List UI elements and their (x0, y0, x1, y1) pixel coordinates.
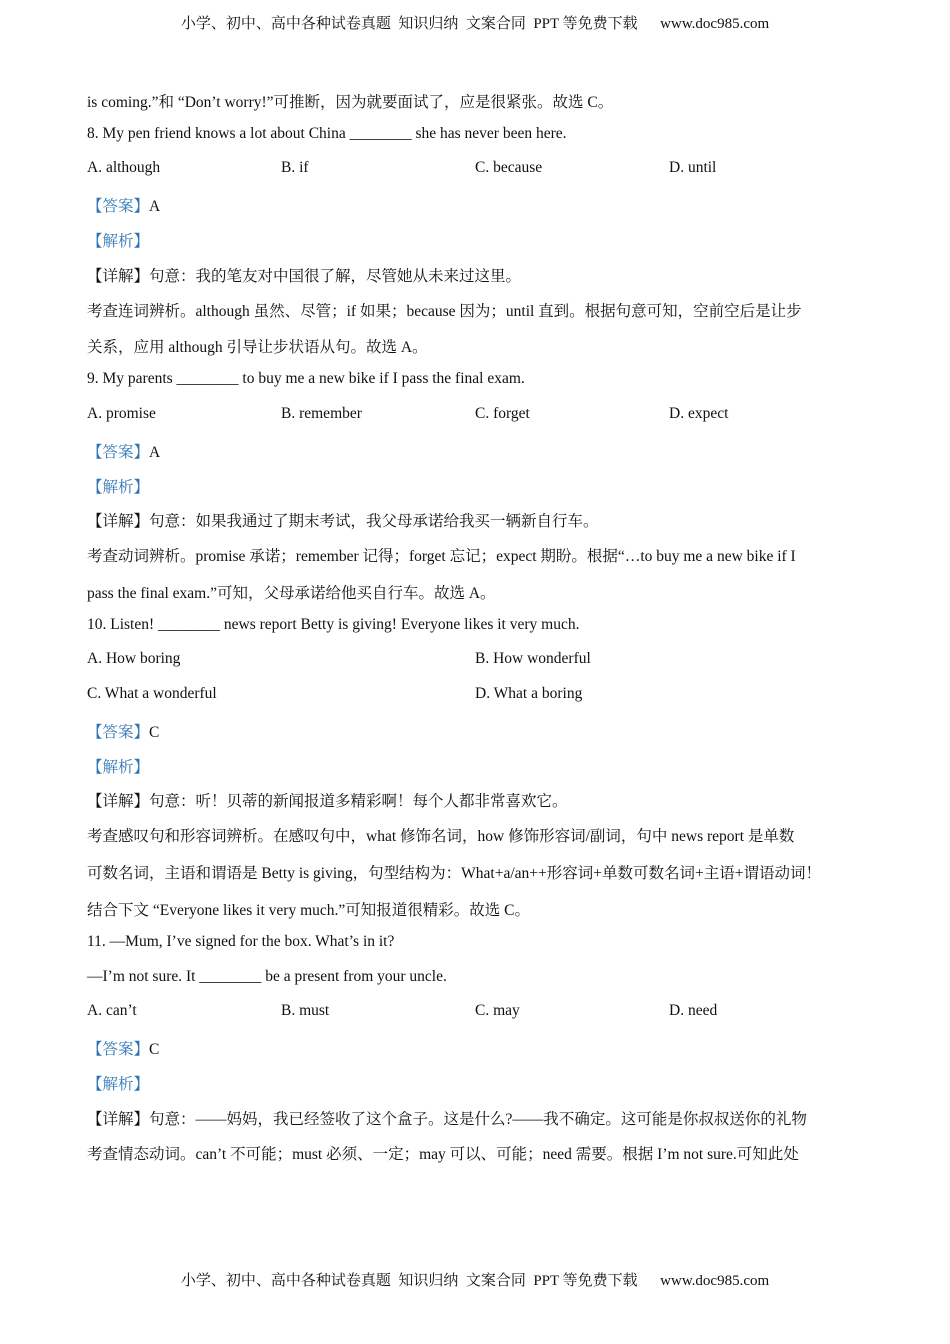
q11-option-c: C. may (475, 1002, 520, 1019)
q10-analysis-label (87, 755, 149, 777)
page-footer: 小学、初中、高中各种试卷真题 知识归纳 文案合同 PPT 等免费下载 www.doc985.com (180, 1273, 770, 1289)
page-header: 小学、初中、高中各种试卷真题 知识归纳 文案合同 PPT 等免费下载 www.doc985.com (180, 16, 770, 32)
answer-value: C (149, 724, 160, 741)
q10-explain-3: 结合下文 “Everyone likes it very much.”可知报道很精彩。故选 C。 (87, 902, 530, 919)
q9-option-c: C. forget (475, 405, 530, 422)
q9-explain-1: 考查动词辨析。promise 承诺；remember 记得；forget 忘记；expect 期盼。根据“…to buy me a new bike if I (87, 548, 796, 565)
q10-explain-2: 可数名词，主语和谓语是 Betty is giving，句型结构为：What+a/an++形容词+单数可数名词+主语+谓语动词！ (87, 865, 821, 882)
q9-detail: 【详解】句意：如果我通过了期末考试，我父母承诺给我买一辆新自行车。 (87, 513, 599, 530)
answer-label: 【答案】 (87, 724, 150, 741)
q8-stem: 8. My pen friend knows a lot about China ________ she has never been here. (87, 125, 567, 142)
q9-option-b: B. remember (281, 405, 362, 422)
q10-option-d: D. What a boring (475, 685, 583, 702)
q10-option-a: A. How boring (87, 650, 181, 667)
answer-value: A (149, 198, 161, 215)
q9-option-a: A. promise (87, 405, 156, 422)
q8-option-a: A. although (87, 159, 161, 176)
q9-analysis-label (87, 475, 149, 497)
q11-option-a: A. can’t (87, 1002, 137, 1019)
q11-explain-1: 考查情态动词。can’t 不可能；must 必须、一定；may 可以、可能；need 需要。根据 I’m not sure.可知此处 (87, 1146, 799, 1163)
analysis-label: 【解析】 (87, 759, 150, 776)
q8-option-d: D. until (669, 159, 717, 176)
q9-answer (87, 440, 160, 462)
q8-answer (87, 194, 160, 216)
q8-detail: 【详解】句意：我的笔友对中国很了解，尽管她从未来过这里。 (87, 268, 522, 285)
q10-answer (87, 720, 159, 742)
q8-analysis-label (87, 229, 149, 251)
q9-explain-2: pass the final exam.”可知，父母承诺给他买自行车。故选 A。 (87, 585, 496, 602)
q10-explain-1: 考查感叹句和形容词辨析。在感叹句中，what 修饰名词，how 修饰形容词/副词，句中 news report 是单数 (87, 828, 795, 845)
q9-option-d: D. expect (669, 405, 729, 422)
answer-value: C (149, 1041, 160, 1058)
q11-detail: 【详解】句意：——妈妈，我已经签收了这个盒子。这是什么?——我不确定。这可能是你叔叔送你的礼物 (87, 1111, 807, 1128)
q8-option-b: B. if (281, 159, 309, 176)
q11-answer (87, 1037, 159, 1059)
analysis-label: 【解析】 (87, 1076, 150, 1093)
answer-value: A (149, 444, 161, 461)
answer-label: 【答案】 (87, 444, 150, 461)
q11-stem-1: 11. —Mum, I’ve signed for the box. What’s in it? (87, 933, 395, 950)
q10-option-c: C. What a wonderful (87, 685, 217, 702)
q10-detail: 【详解】句意：听！贝蒂的新闻报道多精彩啊！每个人都非常喜欢它。 (87, 793, 568, 810)
q11-stem-2: —I’m not sure. It ________ be a present from your uncle. (87, 968, 447, 985)
q11-analysis-label (87, 1072, 149, 1094)
q8-explain-2: 关系，应用 although 引导让步状语从句。故选 A。 (87, 339, 428, 356)
q11-option-d: D. need (669, 1002, 718, 1019)
intro-line: is coming.”和 “Don’t worry!”可推断，因为就要面试了，应是很紧张。故选 C。 (87, 94, 614, 111)
q10-stem: 10. Listen! ________ news report Betty is giving! Everyone likes it very much. (87, 616, 580, 633)
analysis-label: 【解析】 (87, 479, 150, 496)
q10-option-b: B. How wonderful (475, 650, 591, 667)
q8-option-c: C. because (475, 159, 543, 176)
q8-explain-1: 考查连词辨析。although 虽然、尽管；if 如果；because 因为；until 直到。根据句意可知，空前空后是让步 (87, 303, 802, 320)
answer-label: 【答案】 (87, 198, 150, 215)
q9-stem: 9. My parents ________ to buy me a new bike if I pass the final exam. (87, 370, 525, 387)
analysis-label: 【解析】 (87, 233, 150, 250)
answer-label: 【答案】 (87, 1041, 150, 1058)
q11-option-b: B. must (281, 1002, 330, 1019)
